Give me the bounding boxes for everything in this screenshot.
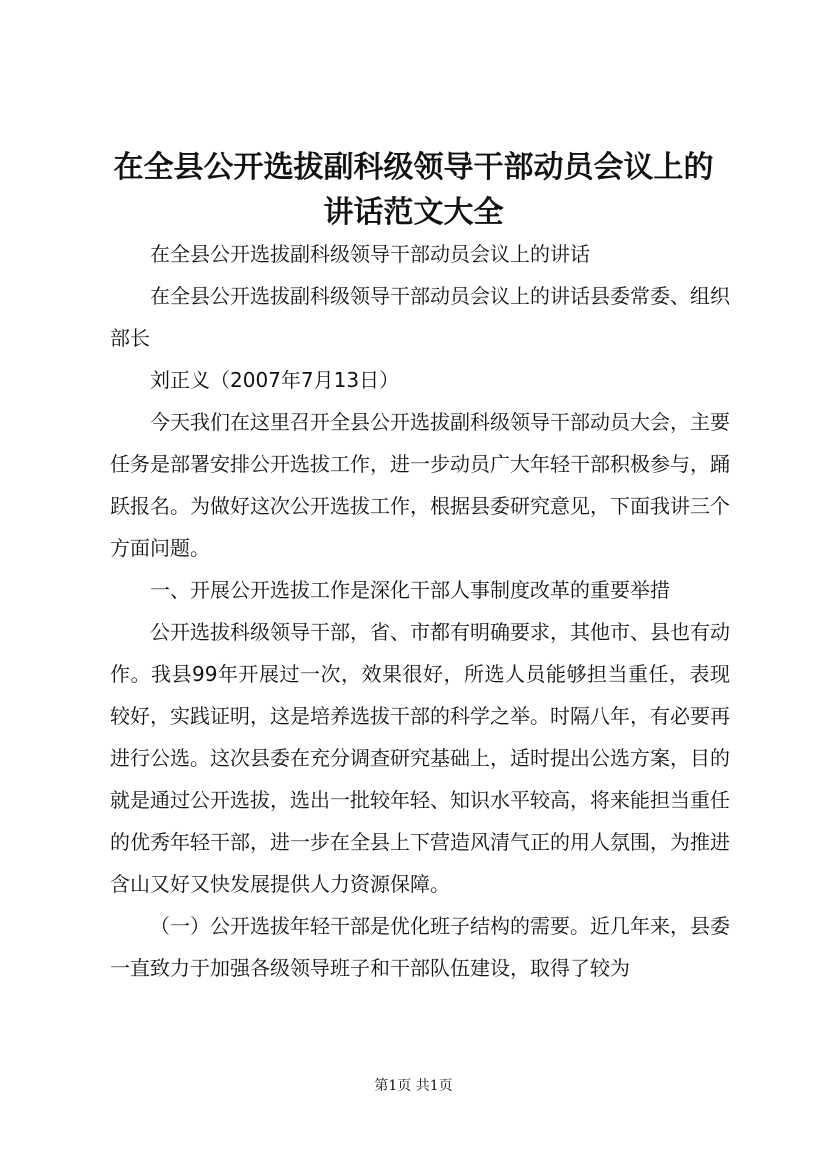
document-title-line-2: 讲话范文大全 (323, 195, 504, 230)
paragraph-speech-title: 在全县公开选拔副科级领导干部动员会议上的讲话 (150, 242, 590, 266)
document-body (110, 233, 730, 989)
paragraph-introduction: 今天我们在这里召开全县公开选拔副科级领导干部动员大会，主要任务是部署安排公开选拔工作，进一步动员广大年轻干部积极参与，踊跃报名。为做好这次公开选拔工作，根据县委研究意见，下面我讲三个方面问题。 (110, 410, 730, 560)
paragraph-speaker-role: 在全县公开选拔副科级领导干部动员会议上的讲话县委常委、组织部长 (110, 284, 730, 350)
page-footer: 第1页 共1页 (374, 1078, 453, 1094)
document-title-line-1: 在全县公开选拔副科级领导干部动员会议上的 (113, 150, 714, 185)
section-heading-1: 一、开展公开选拔工作是深化干部人事制度改革的重要举措 (150, 578, 670, 602)
paragraph-section-1: 公开选拔科级领导干部，省、市都有明确要求，其他市、县也有动作。我县99年开展过一次，效果很好，所选人员能够担当重任，表现较好，实践证明，这是培养选拔干部的科学之举。时隔八年，有必要再进行公选。这次县委在充分调查研究基础上，适时提出公选方案，目的就是通过公开选拔，选出一批较年轻、知识水平较高，将来能担当重任的优秀年轻干部，进一步在全县上下营造风清气正的用人氛围，为推进含山又好又快发展提供人力资源保障。 (110, 620, 730, 896)
paragraph-subsection-1: （一）公开选拔年轻干部是优化班子结构的需要。近几年来，县委一直致力于加强各级领导班子和干部队伍建设，取得了较为 (110, 914, 730, 980)
paragraph-speaker-date: 刘正义（2007年7月13日） (150, 368, 400, 392)
